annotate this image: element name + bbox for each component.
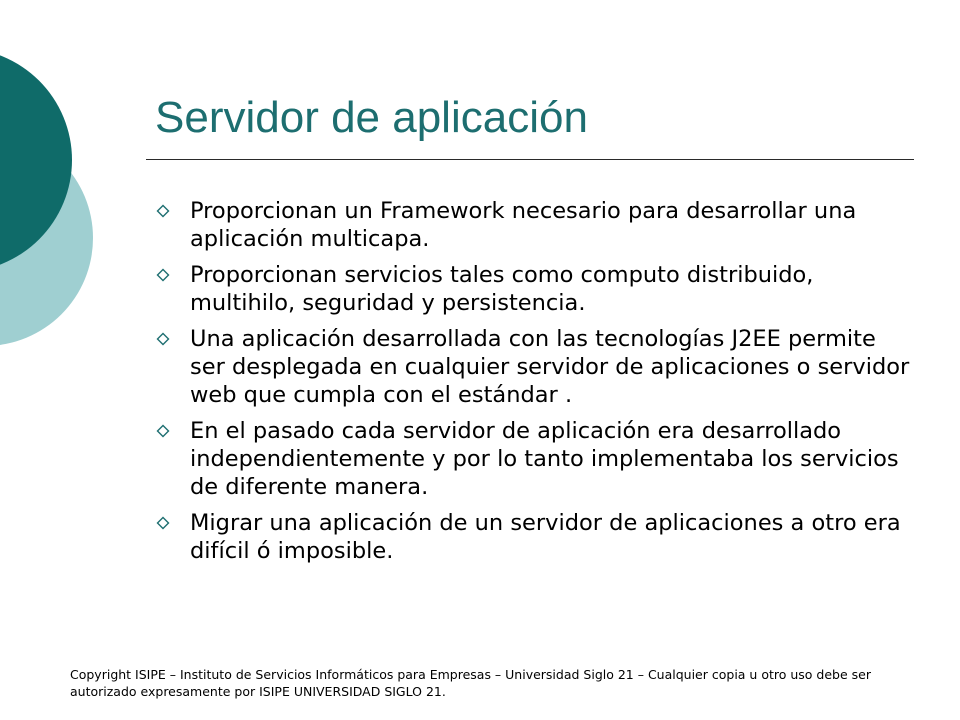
hollow-diamond-icon: [156, 197, 190, 225]
hollow-diamond-icon: [156, 417, 190, 445]
bullet-list: [156, 197, 916, 573]
hollow-diamond-icon: [156, 325, 190, 353]
bullet-text: Proporcionan servicios tales como computo distribuido, multihilo, seguridad y persistencia.: [190, 262, 814, 316]
bullet-text: Proporcionan un Framework necesario para desarrollar una aplicación multicapa.: [190, 198, 857, 252]
bullet-text: En el pasado cada servidor de aplicación era desarrollado independientemente y por lo tanto implementaba los servicios de diferente manera.: [190, 418, 899, 500]
bullet-item: [156, 325, 916, 409]
hollow-diamond-icon: [156, 261, 190, 289]
title-divider: [146, 159, 914, 160]
slide-title: Servidor de aplicación: [155, 93, 588, 142]
bullet-item: [156, 417, 916, 501]
bullet-item: [156, 197, 916, 253]
bullet-item: [156, 509, 916, 565]
bullet-text: Migrar una aplicación de un servidor de aplicaciones a otro era difícil ó imposible.: [190, 510, 901, 564]
bullet-text: Una aplicación desarrollada con las tecnologías J2EE permite ser desplegada en cualquier servidor de aplicaciones o servidor web que cumpla con el estándar .: [190, 326, 910, 408]
bullet-item: [156, 261, 916, 317]
decorative-circles: [0, 0, 140, 420]
hollow-diamond-icon: [156, 509, 190, 537]
copyright-footer: Copyright ISIPE – Instituto de Servicios Informáticos para Empresas – Universidad Siglo 21 – Cualquier copia u otro uso debe ser autorizado expresamente por ISIPE UNIVERSIDAD SIGLO 21.: [70, 667, 871, 699]
